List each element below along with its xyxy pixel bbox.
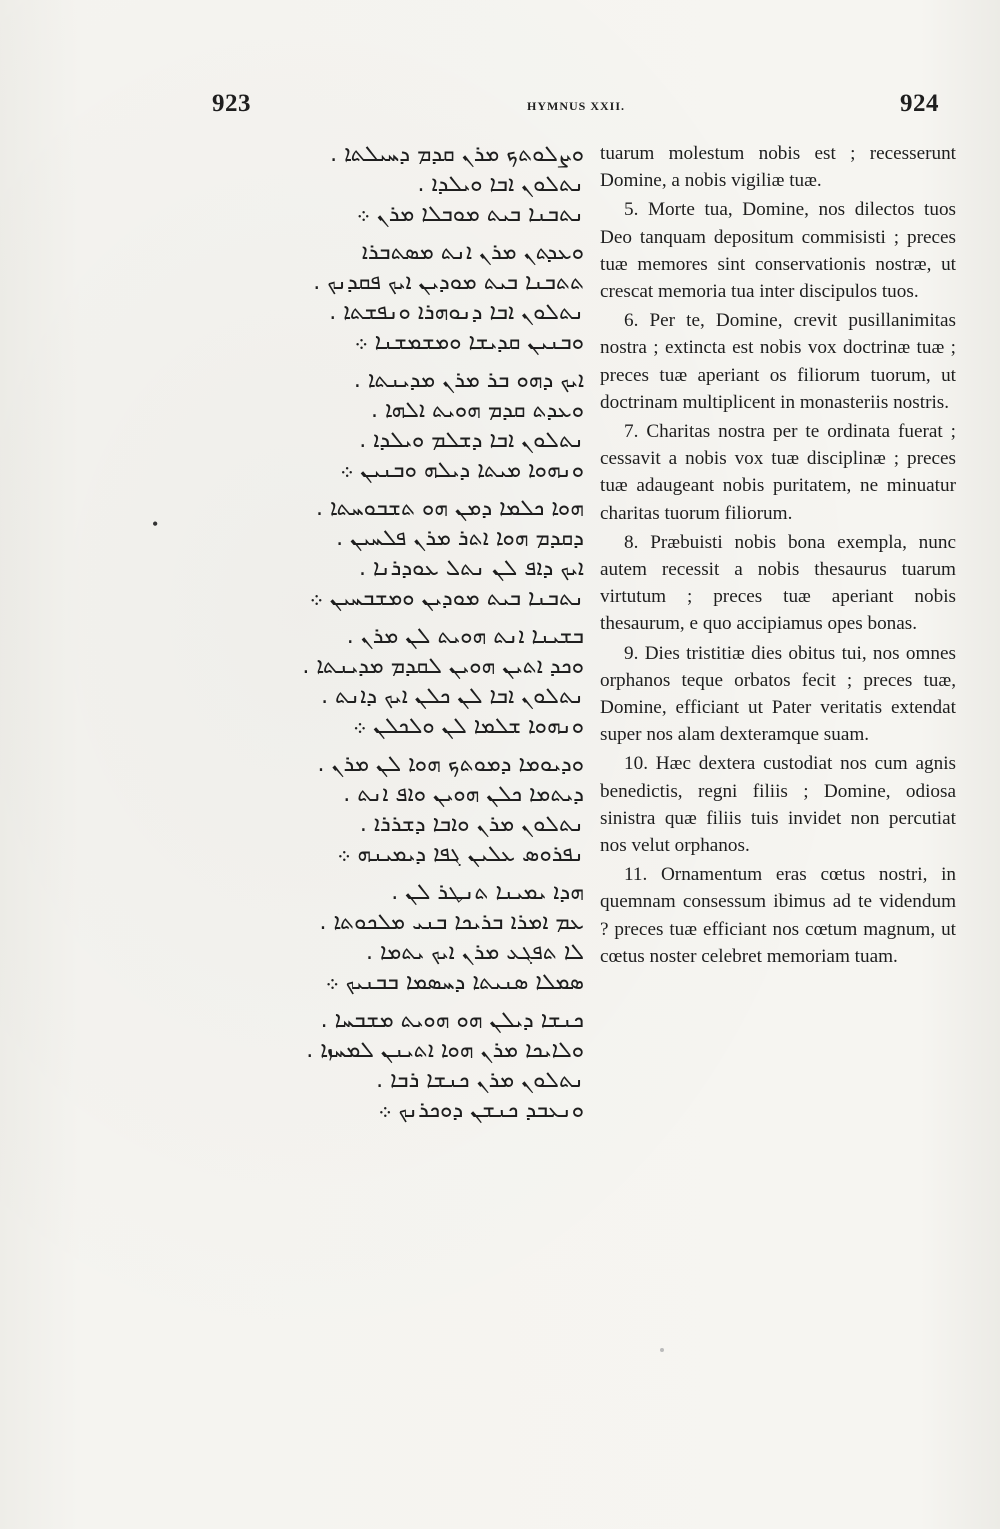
syriac-line: ܢܬܠܘܢ ܡܪܢ ܟܢܫܐ ܪܒܐ . [376,1068,584,1093]
syriac-line: ܗܘܐ ܟܠܡܐ ܕܡܢ ܗܘ ܬܫܒܘܚܬܐ . [315,496,584,521]
syriac-stanza [214,622,584,742]
syriac-line: ܘܢܥܒܕ ܟܢܫܢ ܕܘܟܪܢܟ ܀ [378,1098,584,1123]
syriac-line: ܟܢܫܐ ܕܝܠܢ ܗܘ ܗܘܝܬ ܡܫܒܚܐ . [320,1008,584,1033]
syriac-line: ܥܡ ܐܡܪܐ ܒܪܝܟܐ ܒܢܝ ܡܠܟܘܬܐ . [319,910,584,935]
syriac-line: ܘܢܗܘܐ ܫܠܡܐ ܠܢ ܘܠܟܠܢ ܀ [353,714,584,739]
syriac-line: ܒܫܝܢܐ ܐܢܬ ܗܘܝܬ ܠܢ ܡܪܢ . [346,624,584,649]
syriac-line: ܗܕܐ ܝܡܝܢܐ ܬܢܛܪ ܠܢ . [391,880,584,905]
syriac-line: ܘܨܠܘܬܟ ܡܪܢ ܩܕܡ ܕܚܝܠܬܐ . [330,142,584,167]
latin-paragraph: tuarum molestum nobis est ; recesserunt Domine, a nobis vigiliæ tuæ. [600,143,956,192]
syriac-line: ܘܒܢܝܢ ܩܕܝܫܐ ܘܡܫܡܫܢܐ ܀ [354,330,584,355]
syriac-text-column [214,140,584,1134]
syriac-line: ܢܬܒܢܐ ܒܝܬ ܡܘܒܠܐ ܡܪܢ ܀ [356,202,584,227]
syriac-line: ܢܬܠܘܢ ܐܒܐ ܠܢ ܟܠܢ ܐܝܟ ܕܐܢܬ . [321,684,584,709]
syriac-line: ܐܝܟ ܕܐܦ ܠܢ ܢܬܠ ܥܘܕܪܢܐ . [359,556,584,581]
syriac-stanza [214,878,584,998]
syriac-stanza [214,1006,584,1126]
syriac-line: ܘܕܝܘܡܐ ܕܡܘܬܟ ܗܘܐ ܠܢ ܡܪܢ . [317,752,584,777]
syriac-line: ܢܬܠܘܢ ܡܪܢ ܘܐܒܐ ܕܫܪܪܐ . [359,812,584,837]
latin-paragraph: 6. Per te, Domine, crevit pusillanimitas nostra ; extincta est nobis vox doctrinæ tuæ ; preces tuæ aperiant os filiorum tuorum, ut doctrinam multiplicent in monasteriis nostris. [600,310,956,413]
syriac-line: ܬܬܒܢܐ ܒܝܬ ܡܘܕܝܢ ܐܝܟ ܦܩܕܢܟ . [313,270,584,295]
syriac-line: ܕܩܕܡ ܗܘܐ ܐܬܪ ܡܪܢ ܦܠܚܝܢ . [336,526,584,551]
latin-paragraph: 9. Dies tristitiæ dies obitus tui, nos omnes orphanos teque orbatos fecit ; preces tuæ, Domine, efficiant ut Pater veritatis extendat super nos alam dexteramque suam. [600,642,956,746]
syriac-line: ܢܬܠܘܢ ܐܒܐ ܘܝܠܕܐ . [417,172,584,197]
syriac-line: ܢܬܠܘܢ ܐܒܐ ܕܫܠܡ ܘܝܠܕܐ . [359,428,584,453]
syriac-stanza [214,238,584,358]
latin-text-column [600,140,956,972]
syriac-line: ܠܐ ܬܦܓܥ ܡܪܢ ܐܝܟ ܝܬܡܐ . [365,940,584,965]
latin-paragraph: 8. Præbuisti nobis bona exempla, nunc autem recessit a nobis thesaurus tuarum virtutum ; preces tuæ aperiant nobis thesaurum, e quo accipiamus opes bonas. [600,531,956,635]
syriac-line: ܘܥܕܬ ܩܕܡ ܗܘܝܬ ܐܠܗܐ . [370,398,584,423]
syriac-line: ܘܢܗܘܐ ܡܝܬܐ ܕܝܠܗ ܘܒܢܝܢ ܀ [340,458,584,483]
page-number-right: 924 [900,90,939,117]
latin-paragraph: 7. Charitas nostra per te ordinata fuerat ; cessavit a nobis vox tuæ disciplinæ ; preces tuæ adaugeant nobis puritatem, ne minuatur charitas tuorum filiorum. [600,421,956,524]
syriac-line: ܕܝܬܡܐ ܟܠܢ ܗܘܝܢ ܘܐܦ ܐܢܬ . [343,782,584,807]
syriac-line: ܢܬܒܢܐ ܒܝܬ ܡܘܕܝܢ ܘܡܫܒܚܝܢ ܀ [309,586,584,611]
latin-paragraph: 5. Morte tua, Domine, nos dilectos tuos Deo tanquam depositum commisisti ; preces tuæ memores sint conservationis nostræ, ut crescat memoria tua inter discipulos tuos. [600,199,956,303]
syriac-line: ܘܠܐܝܟܐ ܡܪܢ ܗܘܐ ܐܬܝܢܢ ܠܡܚܙܐ . [306,1038,584,1063]
syriac-stanza [214,750,584,870]
syriac-line: ܢܬܠܘܢ ܐܒܐ ܕܢܘܗܪܐ ܘܢܦܫܬܐ . [329,300,584,325]
syriac-line: ܘܟܕ ܐܬܝܢ ܗܘܝܢ ܠܩܕܡ ܡܕܝܢܬܐ . [302,654,584,679]
latin-paragraph: 11. Ornamentum eras cœtus nostri, in quemnam consessum ibimus ad te videndum ? preces tuæ efficiant nos cœtum magnum, ut cœtus noster celebret memoriam tuam. [600,864,956,967]
margin-mark: • [152,514,159,534]
syriac-line: ܢܦܪܘܣ ܥܠܝܢ ܓܦܐ ܕܝܡܝܢܗ ܀ [337,842,584,867]
syriac-stanza [214,494,584,614]
syriac-line: ܘܥܕܬܢ ܡܪܢ ܐܢܬ ܡܣܬܒܪܐ [361,240,584,265]
syriac-stanza [214,140,584,230]
page-number-left: 923 [212,90,251,117]
syriac-line: ܣܡܠܐ ܣܢܝܬܐ ܕܚܣܡܐ ܒܒܢܝܟ ܀ [325,970,584,995]
syriac-stanza [214,366,584,486]
ink-spot [660,1348,664,1352]
syriac-line: ܐܝܟ ܕܗܘ ܒܪ ܡܪܢ ܡܕܝܢܬܐ . [353,368,584,393]
running-title: HYMNUS XXII. [527,99,626,113]
latin-paragraph: 10. Hæc dextera custodiat nos cum agnis benedictis, regni filiis ; Domine, odiosa sinistra quæ filiis tuis invidet non percutiat nos velut orphanos. [600,753,956,857]
page-header [0,90,1000,120]
